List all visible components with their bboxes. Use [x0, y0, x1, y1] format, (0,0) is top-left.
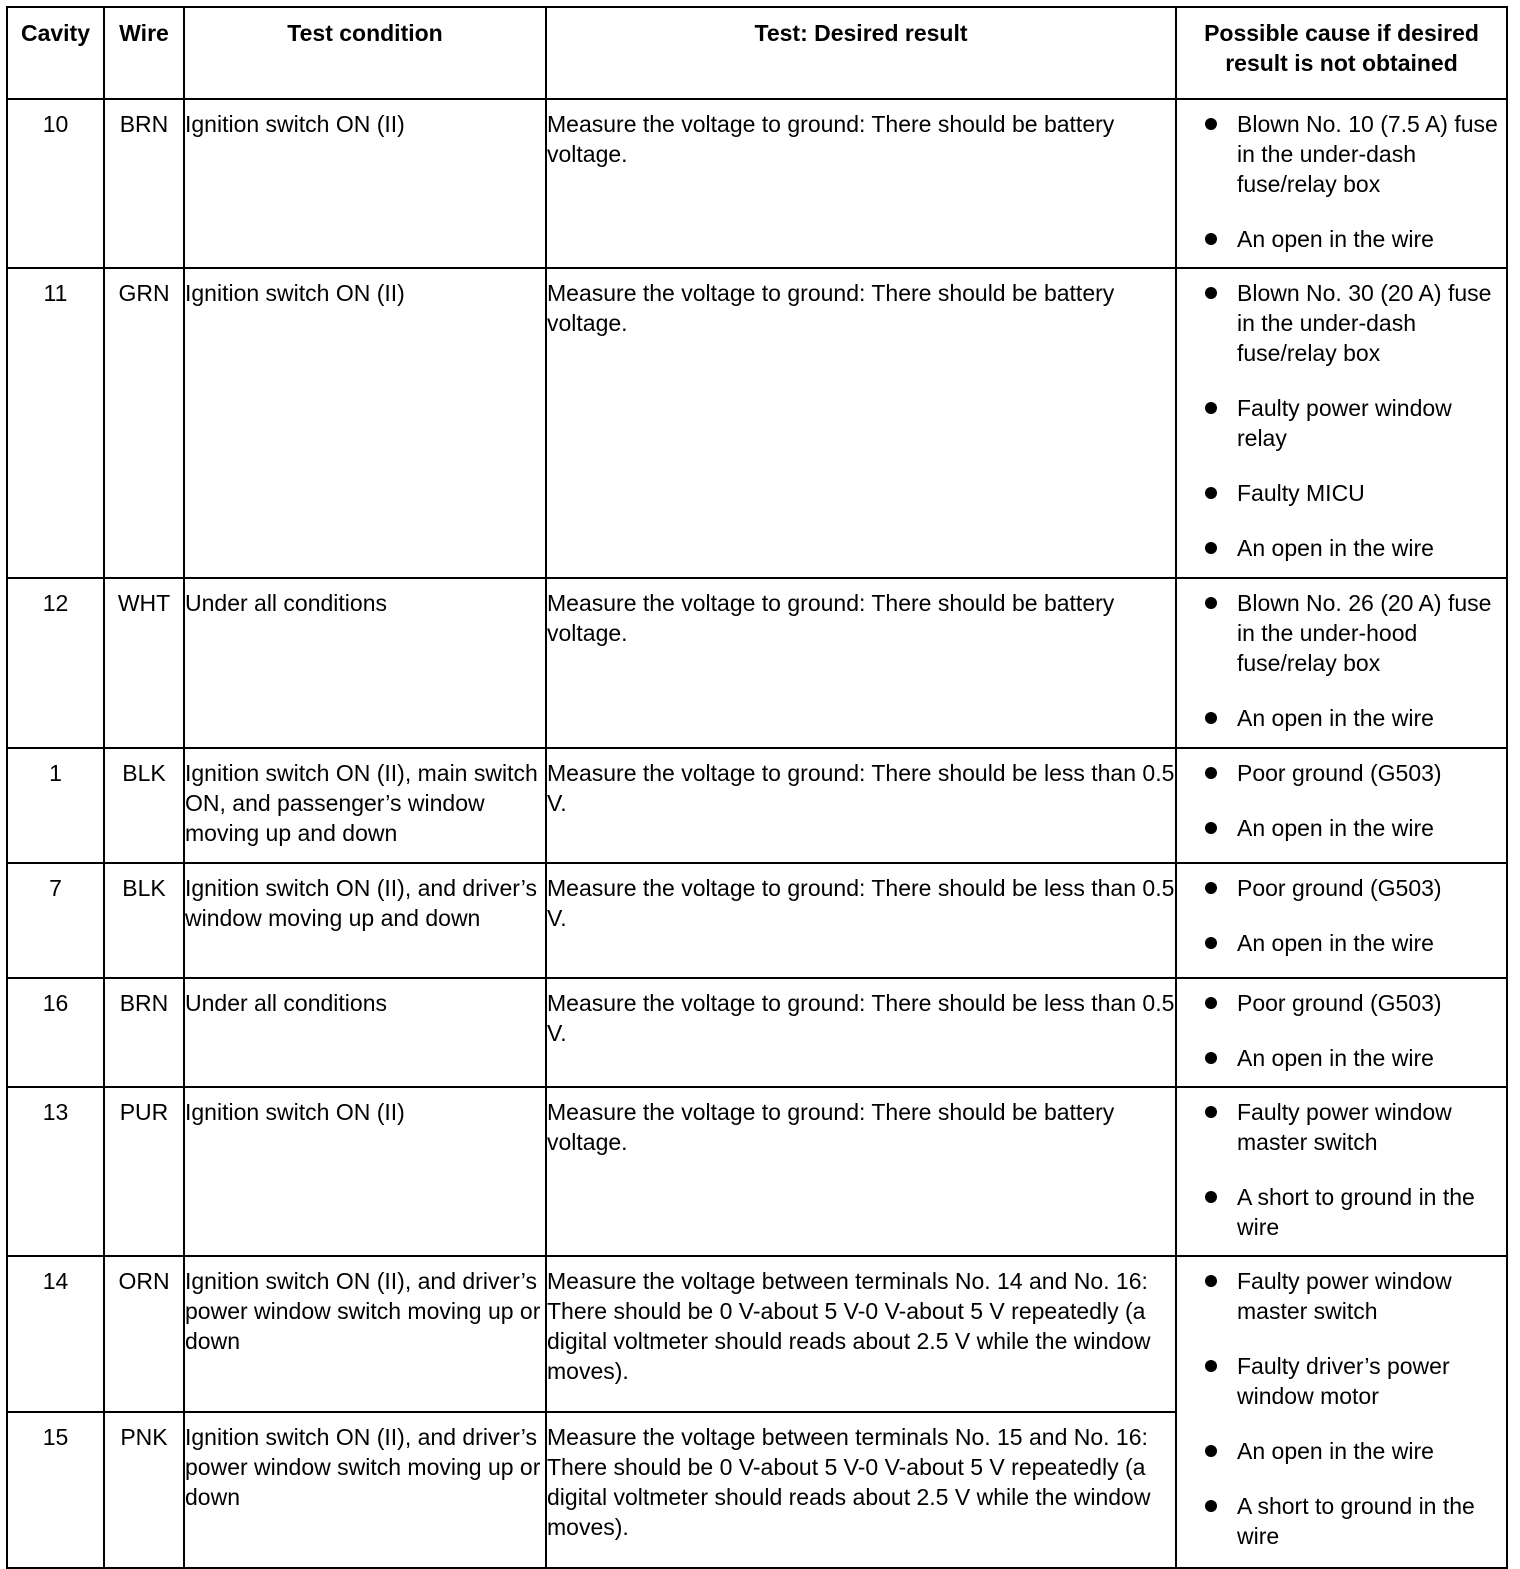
cause-item: [1177, 393, 1506, 453]
result-cell: Measure the voltage to ground: There should be less than 0.5 V.: [546, 863, 1176, 978]
result-cell: Measure the voltage to ground: There should be less than 0.5 V.: [546, 978, 1176, 1087]
cause-item: [1177, 758, 1506, 788]
cause-text: A short to ground in the wire: [1237, 1184, 1475, 1240]
bullet-icon: [1205, 997, 1217, 1009]
result-cell: Measure the voltage to ground: There should be battery voltage.: [546, 1087, 1176, 1256]
cause-list: [1177, 278, 1506, 563]
cause-text: Faulty driver’s power window motor: [1237, 1353, 1450, 1409]
condition-cell: Ignition switch ON (II), and driver’s power window switch moving up or down: [184, 1256, 546, 1412]
header-possible-cause: Possible cause if desired result is not obtained: [1176, 7, 1507, 99]
cause-list: [1177, 109, 1506, 254]
cavity-cell: 16: [7, 978, 104, 1087]
cause-item: [1177, 278, 1506, 368]
bullet-icon: [1205, 402, 1217, 414]
result-cell: Measure the voltage to ground: There should be less than 0.5 V.: [546, 748, 1176, 863]
cause-item: [1177, 224, 1506, 254]
table-row: [7, 268, 1507, 578]
table-row: [7, 978, 1507, 1087]
cause-text: Poor ground (G503): [1237, 990, 1442, 1016]
bullet-icon: [1205, 1052, 1217, 1064]
bullet-icon: [1205, 487, 1217, 499]
troubleshooting-table: [6, 6, 1508, 1569]
cause-item: [1177, 813, 1506, 843]
cause-text: Poor ground (G503): [1237, 760, 1442, 786]
cause-item: [1177, 1491, 1506, 1551]
cavity-cell: 11: [7, 268, 104, 578]
causes-cell: [1176, 748, 1507, 863]
header-desired-result: Test: Desired result: [546, 7, 1176, 99]
table-row: [7, 1256, 1507, 1412]
wire-cell: PNK: [104, 1412, 184, 1568]
wire-cell: WHT: [104, 578, 184, 748]
cause-item: [1177, 533, 1506, 563]
cavity-cell: 15: [7, 1412, 104, 1568]
table-row: [7, 863, 1507, 978]
result-cell: Measure the voltage to ground: There should be battery voltage.: [546, 99, 1176, 268]
bullet-icon: [1205, 1445, 1217, 1457]
cause-text: Blown No. 10 (7.5 A) fuse in the under-dash fuse/relay box: [1237, 111, 1498, 197]
cause-text: Blown No. 30 (20 A) fuse in the under-dash fuse/relay box: [1237, 280, 1492, 366]
condition-cell: Ignition switch ON (II), and driver’s power window switch moving up or down: [184, 1412, 546, 1568]
wire-cell: BRN: [104, 978, 184, 1087]
causes-cell: [1176, 1256, 1507, 1568]
cause-item: [1177, 873, 1506, 903]
cause-text: An open in the wire: [1237, 705, 1434, 731]
wire-cell: BLK: [104, 748, 184, 863]
cause-list: [1177, 1266, 1506, 1551]
causes-cell: [1176, 268, 1507, 578]
cavity-cell: 10: [7, 99, 104, 268]
cause-text: An open in the wire: [1237, 930, 1434, 956]
cavity-cell: 1: [7, 748, 104, 863]
bullet-icon: [1205, 1360, 1217, 1372]
cause-item: [1177, 1436, 1506, 1466]
bullet-icon: [1205, 937, 1217, 949]
condition-cell: Ignition switch ON (II), and driver’s window moving up and down: [184, 863, 546, 978]
table-row: [7, 99, 1507, 268]
bullet-icon: [1205, 597, 1217, 609]
bullet-icon: [1205, 542, 1217, 554]
cause-list: [1177, 1097, 1506, 1242]
wire-cell: BLK: [104, 863, 184, 978]
table-row: [7, 1087, 1507, 1256]
cavity-cell: 12: [7, 578, 104, 748]
condition-cell: Under all conditions: [184, 978, 546, 1087]
cavity-cell: 7: [7, 863, 104, 978]
bullet-icon: [1205, 1275, 1217, 1287]
causes-cell: [1176, 863, 1507, 978]
bullet-icon: [1205, 882, 1217, 894]
cause-text: A short to ground in the wire: [1237, 1493, 1475, 1549]
cause-item: [1177, 1266, 1506, 1326]
wire-cell: BRN: [104, 99, 184, 268]
condition-cell: Ignition switch ON (II): [184, 268, 546, 578]
table-row: [7, 578, 1507, 748]
cause-list: [1177, 758, 1506, 843]
cause-text: Poor ground (G503): [1237, 875, 1442, 901]
result-cell: Measure the voltage to ground: There should be battery voltage.: [546, 578, 1176, 748]
cause-text: Blown No. 26 (20 A) fuse in the under-hood fuse/relay box: [1237, 590, 1492, 676]
cause-list: [1177, 873, 1506, 958]
cause-item: [1177, 988, 1506, 1018]
causes-cell: [1176, 578, 1507, 748]
table-row: [7, 748, 1507, 863]
cause-text: Faulty power window relay: [1237, 395, 1452, 451]
cause-item: [1177, 109, 1506, 199]
result-cell: Measure the voltage between terminals No. 15 and No. 16: There should be 0 V-about 5 V-0 V-about 5 V repeatedly (a digital voltmeter should reads about 2.5 V while the window moves).: [546, 1412, 1176, 1568]
header-cavity: Cavity: [7, 7, 104, 99]
header-wire: Wire: [104, 7, 184, 99]
causes-cell: [1176, 99, 1507, 268]
condition-cell: Ignition switch ON (II): [184, 1087, 546, 1256]
cause-text: An open in the wire: [1237, 226, 1434, 252]
cause-text: An open in the wire: [1237, 1438, 1434, 1464]
cause-item: [1177, 1043, 1506, 1073]
bullet-icon: [1205, 767, 1217, 779]
bullet-icon: [1205, 822, 1217, 834]
cause-item: [1177, 1351, 1506, 1411]
cause-item: [1177, 478, 1506, 508]
cavity-cell: 13: [7, 1087, 104, 1256]
cause-item: [1177, 588, 1506, 678]
cause-text: Faulty power window master switch: [1237, 1268, 1452, 1324]
bullet-icon: [1205, 1500, 1217, 1512]
cause-text: An open in the wire: [1237, 1045, 1434, 1071]
condition-cell: Ignition switch ON (II): [184, 99, 546, 268]
cause-text: An open in the wire: [1237, 535, 1434, 561]
cause-item: [1177, 703, 1506, 733]
cause-text: An open in the wire: [1237, 815, 1434, 841]
bullet-icon: [1205, 233, 1217, 245]
cause-list: [1177, 988, 1506, 1073]
bullet-icon: [1205, 712, 1217, 724]
bullet-icon: [1205, 287, 1217, 299]
cavity-cell: 14: [7, 1256, 104, 1412]
cause-item: [1177, 1182, 1506, 1242]
cause-list: [1177, 588, 1506, 733]
header-test-condition: Test condition: [184, 7, 546, 99]
result-cell: Measure the voltage to ground: There should be battery voltage.: [546, 268, 1176, 578]
causes-cell: [1176, 1087, 1507, 1256]
cause-item: [1177, 928, 1506, 958]
result-cell: Measure the voltage between terminals No. 14 and No. 16: There should be 0 V-about 5 V-0 V-about 5 V repeatedly (a digital voltmeter should reads about 2.5 V while the window moves).: [546, 1256, 1176, 1412]
wire-cell: GRN: [104, 268, 184, 578]
troubleshooting-table-wrapper: [6, 6, 1508, 1569]
wire-cell: ORN: [104, 1256, 184, 1412]
condition-cell: Ignition switch ON (II), main switch ON, and passenger’s window moving up and down: [184, 748, 546, 863]
condition-cell: Under all conditions: [184, 578, 546, 748]
bullet-icon: [1205, 1191, 1217, 1203]
cause-item: [1177, 1097, 1506, 1157]
wire-cell: PUR: [104, 1087, 184, 1256]
bullet-icon: [1205, 1106, 1217, 1118]
bullet-icon: [1205, 118, 1217, 130]
causes-cell: [1176, 978, 1507, 1087]
cause-text: Faulty MICU: [1237, 480, 1365, 506]
cause-text: Faulty power window master switch: [1237, 1099, 1452, 1155]
header-row: [7, 7, 1507, 99]
